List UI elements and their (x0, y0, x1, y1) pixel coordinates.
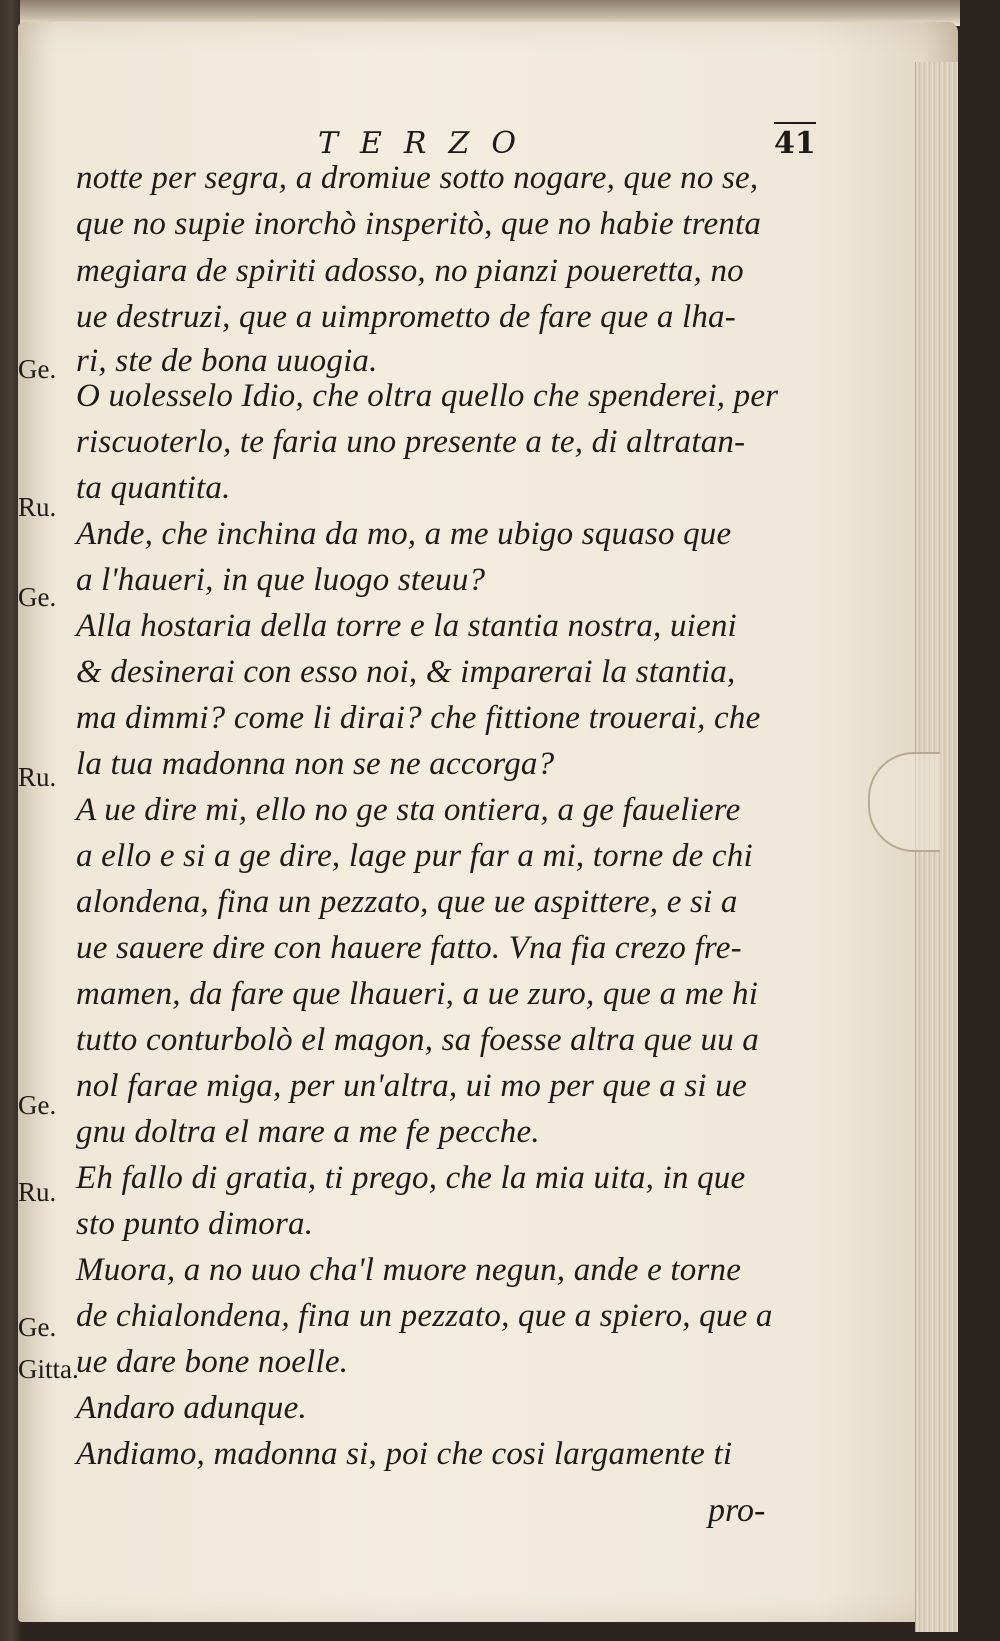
text-line: nol farae miga, per un'altra, ui mo per que a si ue (76, 1068, 747, 1104)
text-line: ue sauere dire con hauere fatto. Vna fia crezo fre- (76, 930, 742, 966)
folio-number: 41 (774, 122, 816, 161)
text-line: riscuoterlo, te faria uno presente a te, di altratan- (76, 424, 746, 460)
text-line: Eh fallo di gratia, ti prego, che la mia uita, in que (76, 1160, 746, 1196)
text-line: ue dare bone noelle. (76, 1344, 349, 1380)
speaker-label: Ru. (18, 492, 57, 522)
speaker-label: Ru. (18, 762, 57, 792)
speaker-label: Gitta. (18, 1354, 79, 1384)
text-line: ue destruzi, que a uimprometto de fare que a lha- (76, 299, 736, 335)
text-line: a l'haueri, in que luogo steuu? (76, 562, 486, 598)
text-line: O uolesselo Idio, che oltra quello che spenderei, per (76, 378, 779, 414)
speaker-label: Ge. (18, 354, 57, 384)
text-line: tutto conturbolò el magon, sa foesse altra que uu a (76, 1022, 759, 1058)
text-line: A ue dire mi, ello no ge sta ontiera, a ge faueliere (76, 792, 741, 828)
text-line: notte per segra, a dromiue sotto nogare, que no se, (76, 160, 759, 196)
catchword: pro- (708, 1492, 766, 1529)
text-line: de chialondena, fina un pezzato, que a spiero, que a (76, 1298, 773, 1334)
speaker-label: Ge. (18, 582, 57, 612)
text-line: ma dimmi? come li dirai? che fittione trouerai, che (76, 700, 761, 736)
text-line: mamen, da fare que lhaueri, a ue zuro, que a me hi (76, 976, 759, 1012)
text-line: gnu doltra el mare a me fe pecche. (76, 1114, 540, 1150)
text-line: ta quantita. (76, 470, 231, 506)
text-line: Andiamo, madonna si, poi che cosi largamente ti (76, 1436, 733, 1472)
speaker-label: Ge. (18, 1312, 57, 1342)
text-line: la tua madonna non se ne accorga? (76, 746, 555, 782)
text-line: ri, ste de bona uuogia. (76, 343, 378, 379)
text-line: a ello e si a ge dire, lage pur far a mi, torne de chi (76, 838, 753, 874)
running-title: TERZO (318, 126, 538, 161)
text-line: Ande, che inchina da mo, a me ubigo squaso que (76, 516, 732, 552)
text-line: megiara de spiriti adosso, no pianzi poueretta, no (76, 253, 744, 289)
dialogue-text (18, 22, 958, 1622)
text-line: Andaro adunque. (76, 1390, 307, 1426)
text-line: que no supie inorchò insperitò, que no habie trenta (76, 206, 762, 242)
text-line: sto punto dimora. (76, 1206, 314, 1242)
text-line: Muora, a no uuo cha'l muore negun, ande e torne (76, 1252, 742, 1288)
speaker-label: Ru. (18, 1177, 57, 1207)
speaker-label: Ge. (18, 1090, 57, 1120)
text-line: alondena, fina un pezzato, que ue aspittere, e si a (76, 884, 738, 920)
text-line: & desinerai con esso noi, & imparerai la stantia, (76, 654, 736, 690)
book-page (18, 22, 958, 1622)
text-line: Alla hostaria della torre e la stantia nostra, uieni (76, 608, 737, 644)
